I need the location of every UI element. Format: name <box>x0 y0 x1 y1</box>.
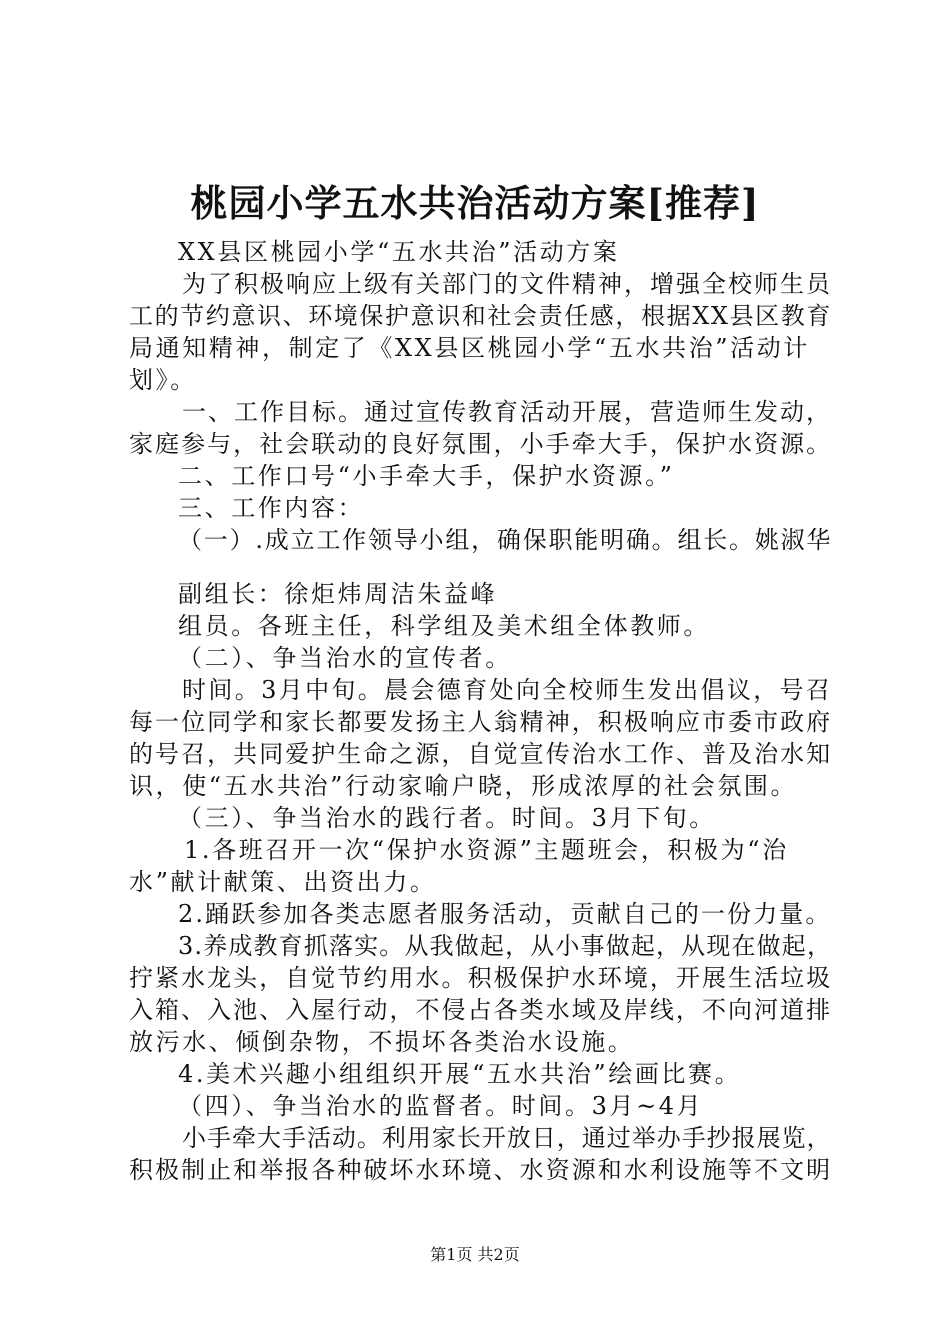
paragraph-line: 4.美术兴趣小组组织开展“五水共治”绘画比赛。 <box>178 1060 742 1088</box>
paragraph-line: 为了积极响应上级有关部门的文件精神，增强全校师生员 <box>182 270 832 298</box>
paragraph-line: XX县区桃园小学“五水共治”活动方案 <box>178 238 620 266</box>
document-title: 桃园小学五水共治活动方案[推荐] <box>190 181 760 225</box>
paragraph-line: 识，使“五水共治”行动家喻户晓，形成浓厚的社会氛围。 <box>129 772 798 800</box>
paragraph-line: 一、工作目标。通过宣传教育活动开展，营造师生发动， <box>182 398 832 426</box>
paragraph-line: 入箱、入池、入屋行动，不侵占各类水域及岸线，不向河道排 <box>129 996 833 1024</box>
paragraph-line: 的号召，共同爱护生命之源，自觉宣传治水工作、普及治水知 <box>129 740 833 768</box>
paragraph-line: （四）、争当治水的监督者。时间。3月~4月 <box>178 1092 704 1120</box>
paragraph-line: 水”献计献策、出资出力。 <box>129 868 437 896</box>
paragraph-line: 2.踊跃参加各类志愿者服务活动，贡献自己的一份力量。 <box>178 900 832 928</box>
paragraph-line: 拧紧水龙头，自觉节约用水。积极保护水环境，开展生活垃圾 <box>129 964 833 992</box>
paragraph-line: （三）、争当治水的践行者。时间。3月下旬。 <box>178 804 716 832</box>
paragraph-line: 小手牵大手活动。利用家长开放日，通过举办手抄报展览， <box>182 1124 832 1152</box>
paragraph-line: 二、工作口号“小手牵大手，保护水资源。” <box>178 462 675 490</box>
paragraph-line: 工的节约意识、环境保护意识和社会责任感，根据XX县区教育 <box>129 302 832 330</box>
paragraph-line: 每一位同学和家长都要发扬主人翁精神，积极响应市委市政府 <box>129 708 833 736</box>
paragraph-line: 三、工作内容： <box>178 494 365 522</box>
paragraph-line: 放污水、倾倒杂物，不损坏各类治水设施。 <box>129 1028 635 1056</box>
paragraph-line: 3.养成教育抓落实。从我做起，从小事做起，从现在做起， <box>178 932 833 960</box>
paragraph-line: 划》。 <box>129 366 197 394</box>
paragraph-line: （二）、争当治水的宣传者。 <box>178 644 512 672</box>
paragraph-line: 家庭参与，社会联动的良好氛围，小手牵大手，保护水资源。 <box>129 430 833 458</box>
paragraph-line: 局通知精神，制定了《XX县区桃园小学“五水共治”活动计 <box>129 334 810 362</box>
paragraph-line: 组员。各班主任，科学组及美术组全体教师。 <box>178 612 710 640</box>
paragraph-line: 副组长：徐炬炜周洁朱益峰 <box>178 580 498 608</box>
paragraph-line: （一）.成立工作领导小组，确保职能明确。组长。姚淑华 <box>178 526 833 554</box>
page-number-footer: 第1页 共2页 <box>430 1245 520 1264</box>
paragraph-line: 时间。3月中旬。晨会德育处向全校师生发出倡议，号召 <box>182 676 833 704</box>
paragraph-line: 积极制止和举报各种破坏水环境、水资源和水利设施等不文明 <box>129 1156 833 1184</box>
paragraph-line: 1.各班召开一次“保护水资源”主题班会，积极为“治 <box>184 836 789 864</box>
